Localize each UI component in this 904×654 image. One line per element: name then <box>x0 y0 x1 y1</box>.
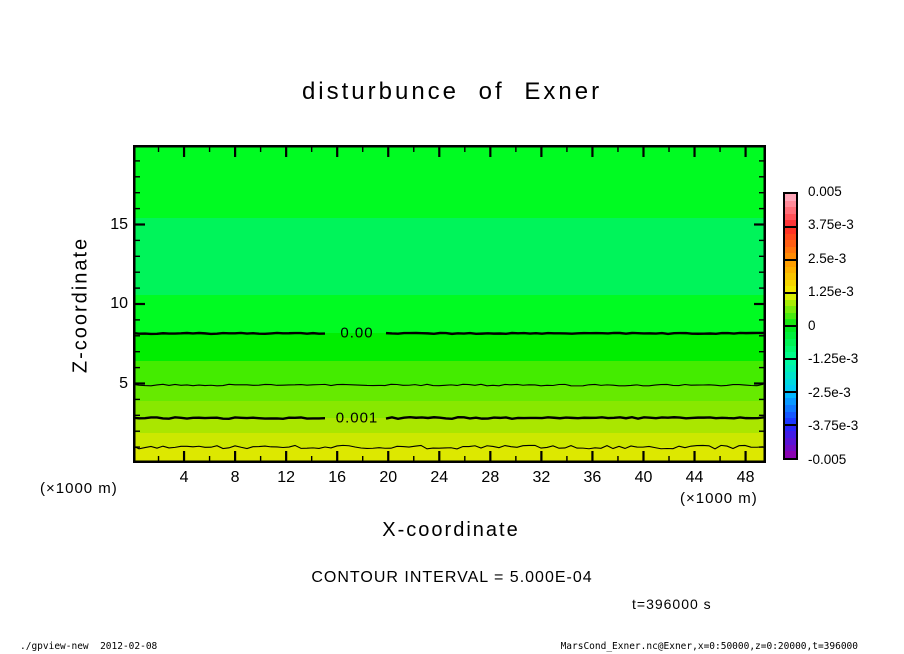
colorbar-cell <box>785 306 796 313</box>
colorbar-cell <box>785 332 796 339</box>
colorbar-segment-divider <box>785 292 796 294</box>
x-tick-label: 12 <box>277 469 296 486</box>
colorbar-tick-label: 0 <box>808 317 816 333</box>
colorbar-tick-label: 3.75e-3 <box>808 217 854 232</box>
footer-data-source-stamp: MarsCond_Exner.nc@Exner,x=0:50000,z=0:20000,t=396000 <box>560 641 858 652</box>
colorbar-cell <box>785 365 796 372</box>
contour-label: 0.001 <box>335 409 379 427</box>
colorbar-cell <box>785 398 796 405</box>
colorbar-cell <box>785 194 796 201</box>
colorbar-cell <box>785 313 796 320</box>
colorbar-cell <box>785 280 796 287</box>
x-tick-label: 36 <box>583 469 602 486</box>
colorbar-cell <box>785 346 796 353</box>
colorbar-segment-divider <box>785 391 796 393</box>
time-annotation: t=396000 s <box>632 596 712 612</box>
colorbar-cell <box>785 207 796 214</box>
colorbar <box>783 192 798 460</box>
colorbar-cell <box>785 240 796 247</box>
colorbar-cell <box>785 451 796 458</box>
colorbar-tick-label: 2.5e-3 <box>808 250 847 266</box>
colorbar-cell <box>785 300 796 307</box>
x-tick-label: 4 <box>179 469 189 486</box>
z-tick-label: 15 <box>110 215 128 233</box>
plot-frame-and-contours <box>133 145 766 463</box>
colorbar-tick-label: 1.25e-3 <box>808 284 854 299</box>
colorbar-cell <box>785 273 796 280</box>
x-tick-label: 48 <box>736 469 755 486</box>
colorbar-cell <box>785 438 796 445</box>
x-tick-label: 24 <box>430 469 449 486</box>
colorbar-segment-divider <box>785 325 796 327</box>
plot-title: disturbunce of Exner <box>301 78 603 105</box>
colorbar-cell <box>785 234 796 241</box>
x-tick-label: 32 <box>532 469 551 486</box>
colorbar-cell <box>785 379 796 386</box>
z-tick-label: 10 <box>110 295 128 312</box>
colorbar-cell <box>785 339 796 346</box>
colorbar-tick-label: 0.005 <box>808 183 842 199</box>
y-axis-units-label: (×1000 m) <box>40 480 118 497</box>
colorbar-tick-label: -3.75e-3 <box>808 418 859 433</box>
contour-label: 0.00 <box>340 324 374 342</box>
x-tick-label: 44 <box>685 469 704 486</box>
colorbar-cell <box>785 372 796 379</box>
y-axis-title: Z-coordinate <box>69 236 92 374</box>
colorbar-segment-divider <box>785 259 796 261</box>
x-tick-label: 40 <box>634 469 653 486</box>
z-tick-label: 5 <box>119 374 128 392</box>
colorbar-cell <box>785 412 796 419</box>
footer-program-stamp: ./gpview-new 2012-02-08 <box>20 641 158 652</box>
x-tick-label: 16 <box>328 469 347 486</box>
x-tick-label: 20 <box>379 469 398 486</box>
colorbar-segment-divider <box>785 424 796 426</box>
plot-area <box>133 145 766 463</box>
colorbar-cell <box>785 214 796 221</box>
colorbar-cell <box>785 201 796 208</box>
colorbar-segment-divider <box>785 358 796 360</box>
colorbar-cell <box>785 267 796 274</box>
x-axis-title: X-coordinate <box>382 519 520 541</box>
colorbar-cell <box>785 445 796 452</box>
x-tick-label: 8 <box>230 469 240 486</box>
x-axis-units-label: (×1000 m) <box>680 490 758 507</box>
colorbar-segment-divider <box>785 226 796 228</box>
colorbar-tick-label: -0.005 <box>808 451 847 467</box>
colorbar-cell <box>785 247 796 254</box>
colorbar-tick-label: -2.5e-3 <box>808 384 851 400</box>
colorbar-cell <box>785 431 796 438</box>
contour-interval-note: CONTOUR INTERVAL = 5.000E-04 <box>311 569 593 586</box>
x-tick-label: 28 <box>481 469 500 486</box>
colorbar-tick-label: -1.25e-3 <box>808 351 859 366</box>
colorbar-cell <box>785 405 796 412</box>
